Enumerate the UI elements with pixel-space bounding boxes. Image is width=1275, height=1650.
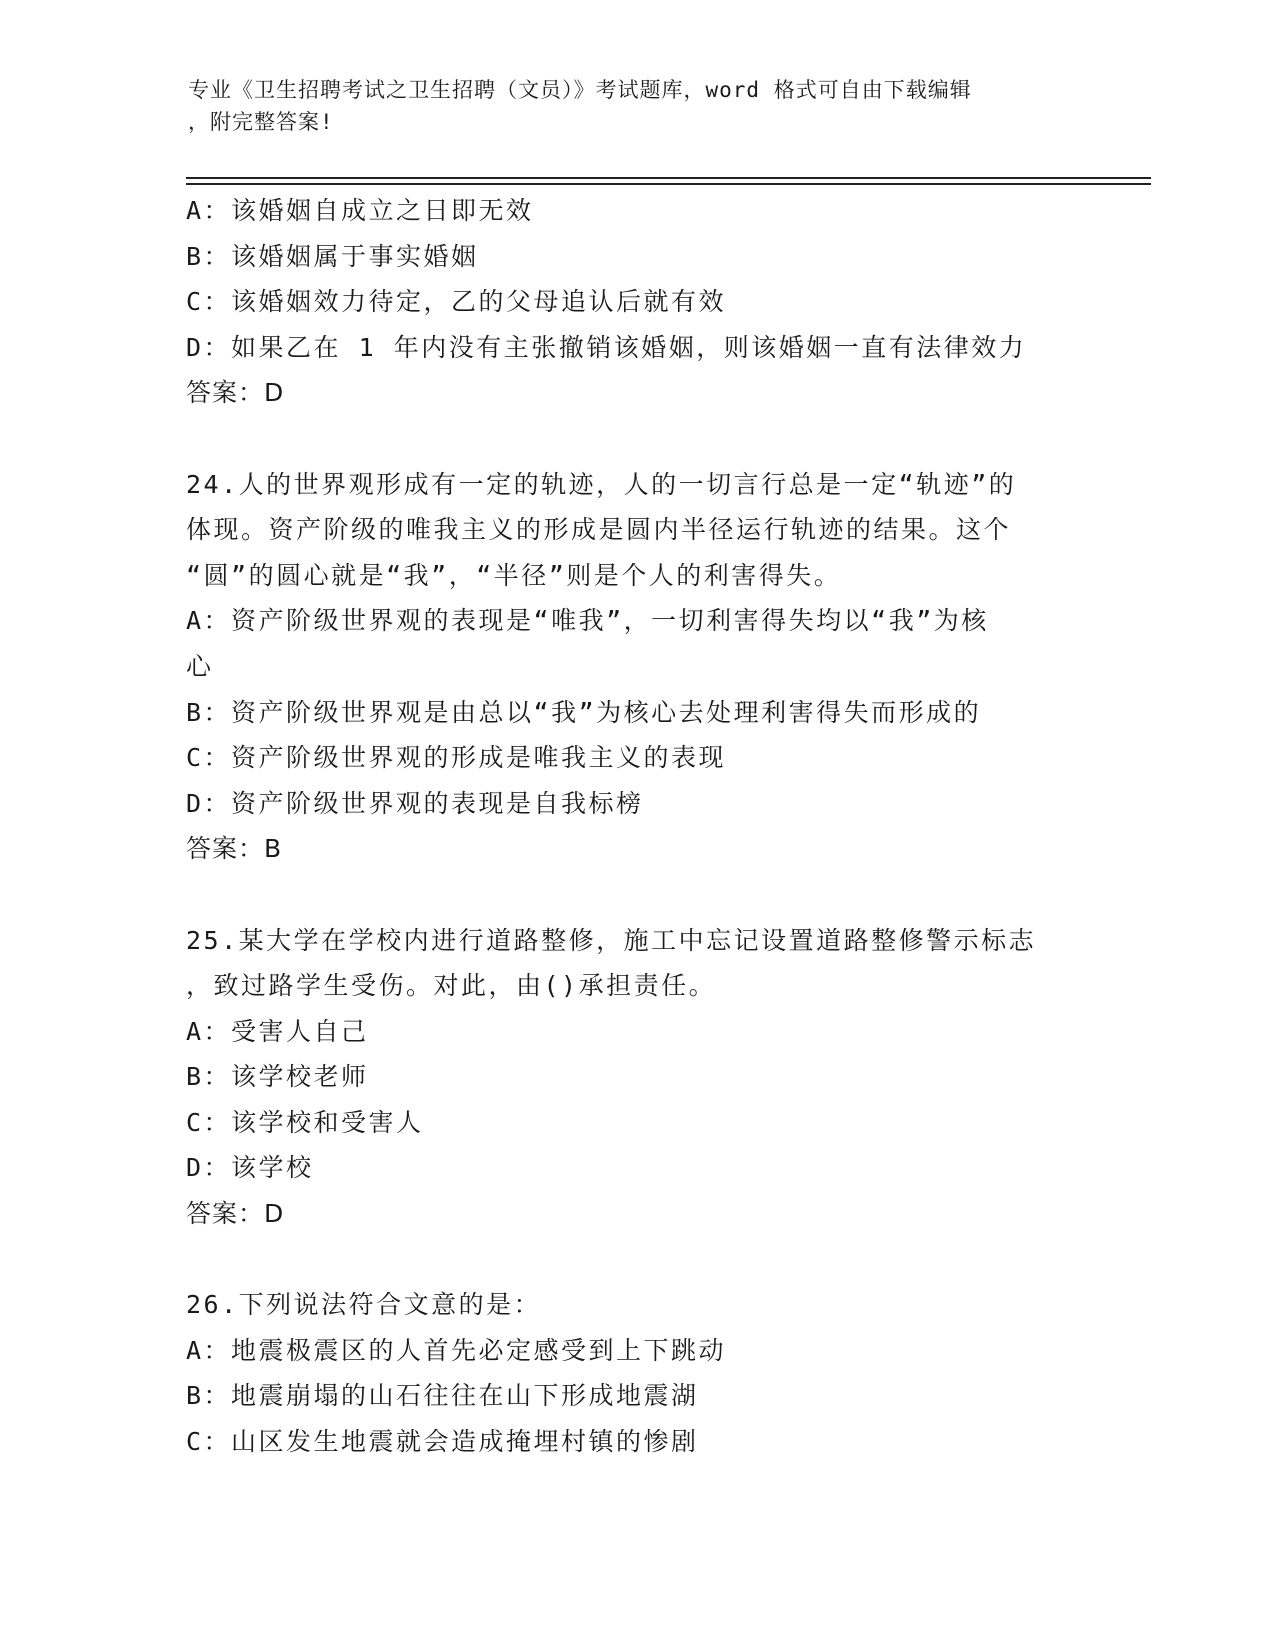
answer-label: 答案：D <box>186 378 285 408</box>
option-d: D：如果乙在 1 年内没有主张撤销该婚姻，则该婚姻一直有法律效力 <box>186 332 1027 362</box>
option-a: A：地震极震区的人首先必定感受到上下跳动 <box>186 1335 727 1365</box>
option-c: C：资产阶级世界观的形成是唯我主义的表现 <box>186 743 727 773</box>
answer-label: 答案：B <box>186 834 283 864</box>
option-a-continued: 心 <box>186 651 214 681</box>
header-title-line-2: ，附完整答案! <box>188 110 334 134</box>
question-gap <box>186 1237 1086 1283</box>
option-b: B：地震崩塌的山石往往在山下形成地震湖 <box>186 1381 699 1411</box>
question-stem-line: 25.某大学在学校内进行道路整修，施工中忘记设置道路整修警示标志 <box>186 925 1037 955</box>
question-23 <box>186 188 1086 416</box>
question-gap <box>186 416 1086 462</box>
option-b: B：资产阶级世界观是由总以“我”为核心去处理利害得失而形成的 <box>186 697 982 727</box>
question-stem-line: “圆”的圆心就是“我”，“半径”则是个人的利害得失。 <box>186 560 842 590</box>
option-a: A：该婚姻自成立之日即无效 <box>186 196 534 225</box>
option-a: A：资产阶级世界观的表现是“唯我”，一切利害得失均以“我”为核 <box>186 606 989 636</box>
question-stem-line: 体现。资产阶级的唯我主义的形成是圆内半径运行轨迹的结果。这个 <box>186 515 1012 545</box>
option-a: A：受害人自己 <box>186 1016 369 1046</box>
question-25 <box>186 918 1086 1237</box>
option-c: C：该婚姻效力待定，乙的父母追认后就有效 <box>186 287 727 317</box>
option-c: C：山区发生地震就会造成掩埋村镇的惨剧 <box>186 1427 699 1457</box>
header-rule-bottom <box>186 183 1151 185</box>
question-stem-line: 24.人的世界观形成有一定的轨迹，人的一切言行总是一定“轨迹”的 <box>186 469 1017 499</box>
question-list <box>186 188 1086 1465</box>
header-rule-top <box>186 177 1151 179</box>
question-stem-line: 26.下列说法符合文意的是： <box>186 1290 542 1320</box>
option-b: B：该学校老师 <box>186 1062 369 1092</box>
question-stem-line: ，致过路学生受伤。对此，由()承担责任。 <box>186 971 717 1001</box>
option-c: C：该学校和受害人 <box>186 1107 424 1137</box>
header-title-line-1: 专业《卫生招聘考试之卫生招聘（文员）》考试题库，word 格式可自由下载编辑 <box>188 78 972 102</box>
question-26 <box>186 1282 1086 1464</box>
option-d: D：该学校 <box>186 1153 314 1183</box>
question-24 <box>186 462 1086 872</box>
question-gap <box>186 872 1086 918</box>
document-header <box>188 74 1068 138</box>
option-b: B：该婚姻属于事实婚姻 <box>186 241 479 271</box>
option-d: D：资产阶级世界观的表现是自我标榜 <box>186 788 644 818</box>
answer-label: 答案：D <box>186 1199 285 1229</box>
